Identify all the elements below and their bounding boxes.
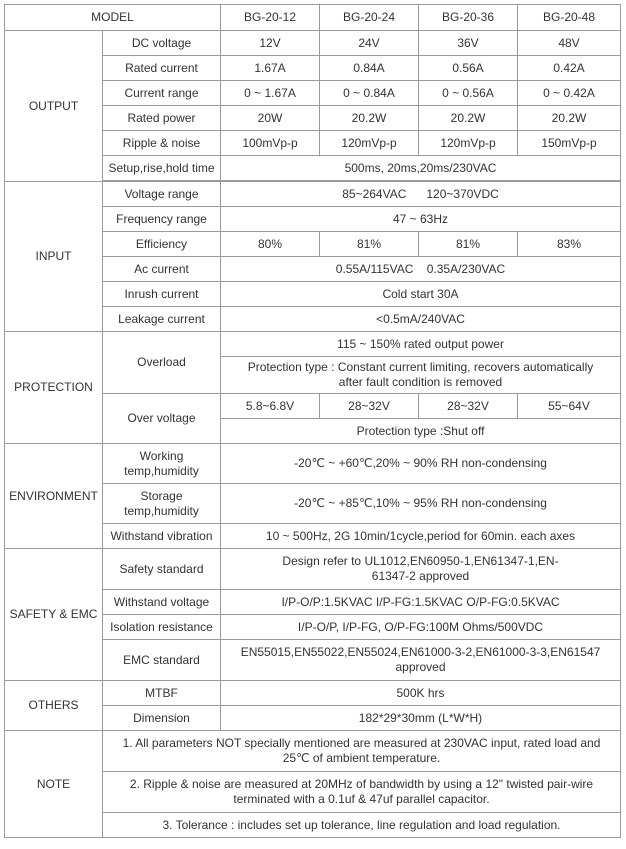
row-label: Withstand vibration [103,524,221,549]
cell-value: I/P-O/P:1.5KVAC I/P-FG:1.5KVAC O/P-FG:0.5KVAC [221,590,621,615]
category-note: NOTE [5,731,103,838]
row-label: Rated power [103,106,221,131]
cell-value: 0.56A [419,56,518,81]
label-line: Working [139,448,184,463]
label-line: temp,humidity [124,463,199,478]
cell-value: 0.42A [518,56,621,81]
cell-value: 20.2W [518,106,621,131]
cell-value: Cold start 30A [221,282,621,307]
model-name: BG-20-48 [518,5,621,31]
cell-value: 85~264VAC 120~370VDC [221,182,621,207]
row-label: Current range [103,81,221,106]
cell-value: 24V [320,31,419,56]
cell-value: EN55015,EN55022,EN55024,EN61000-3-2,EN61000-3-3,EN61547 approved [221,640,621,681]
cell-value: -20℃ ~ +85℃,10% ~ 95% RH non-condensing [221,484,621,524]
cell-value: 115 ~ 150% rated output power [221,332,621,357]
row-label: Safety standard [103,549,221,590]
cell-value: 0.84A [320,56,419,81]
cell-value: 20.2W [320,106,419,131]
cell-value: 100mVp-p [221,131,320,156]
cell-value: 0.55A/115VAC 0.35A/230VAC [221,257,621,282]
cell-value: 83% [518,232,621,257]
cell-value: 0 ~ 0.84A [320,81,419,106]
row-label: Setup,rise,hold time [103,156,221,181]
model-name: BG-20-24 [320,5,419,31]
cell-value: -20℃ ~ +60℃,20% ~ 90% RH non-condensing [221,444,621,484]
cell-value: Design refer to UL1012,EN60950-1,EN61347-1,EN-61347-2 approved [221,549,621,590]
cell-value: 81% [320,232,419,257]
cell-value: Protection type : Constant current limiting, recovers automatically after fault condition is removed [221,357,621,394]
row-label: Dimension [103,706,221,731]
cell-value: Protection type :Shut off [221,419,621,444]
cell-value: 47 ~ 63Hz [221,207,621,232]
cell-value: 1.67A [221,56,320,81]
category-safety: SAFETY & EMC [5,549,103,681]
cell-value: 10 ~ 500Hz, 2G 10min/1cycle,period for 60min. each axes [221,524,621,549]
model-name: BG-20-12 [221,5,320,31]
row-label: Rated current [103,56,221,81]
cell-value: I/P-O/P, I/P-FG, O/P-FG:100M Ohms/500VDC [221,615,621,640]
row-label: DC voltage [103,31,221,56]
cell-value: 120mVp-p [419,131,518,156]
cell-value: 0 ~ 1.67A [221,81,320,106]
row-label: Voltage range [103,182,221,207]
row-label [103,444,221,484]
cell-value: 28~32V [419,394,518,419]
protection-overload-range-row [5,332,621,357]
model-name: BG-20-36 [419,5,518,31]
cell-value: 0 ~ 0.56A [419,81,518,106]
note-text: 1. All parameters NOT specially mentioned are measured at 230VAC input, rated load and 25℃ of ambient temperature. [103,731,621,772]
row-label: Frequency range [103,207,221,232]
row-label [103,484,221,524]
output-dc-voltage-row [5,31,621,56]
cell-value: 55~64V [518,394,621,419]
note-row-1 [5,731,621,772]
row-label: Withstand voltage [103,590,221,615]
header-row [5,5,621,31]
cell-value: 28~32V [320,394,419,419]
row-label: Isolation resistance [103,615,221,640]
label-line: Storage [140,488,183,503]
category-protection: PROTECTION [5,332,103,444]
row-label: Over voltage [103,394,221,444]
note-text: 3. Tolerance : includes set up tolerance, line regulation and load regulation. [103,813,621,838]
cell-value: 500ms, 20ms,20ms/230VAC [221,156,621,181]
input-voltage-range-row [5,182,621,207]
category-input: INPUT [5,182,103,332]
cell-value: 20W [221,106,320,131]
cell-value: 500K hrs [221,681,621,706]
spec-table [4,4,621,838]
cell-value: 120mVp-p [320,131,419,156]
cell-value: 12V [221,31,320,56]
cell-value: 48V [518,31,621,56]
row-label: MTBF [103,681,221,706]
model-header: MODEL [5,5,221,31]
cell-value: 182*29*30mm (L*W*H) [221,706,621,731]
row-label: Ac current [103,257,221,282]
row-label: Ripple & noise [103,131,221,156]
others-mtbf-row [5,681,621,706]
cell-value: 81% [419,232,518,257]
note-text: 2. Ripple & noise are measured at 20MHz of bandwidth by using a 12" twisted pair-wire terminated with a 0.1uf & 47uf parallel capacitor. [103,772,621,813]
cell-value: 150mVp-p [518,131,621,156]
category-others: OTHERS [5,681,103,731]
row-label: Efficiency [103,232,221,257]
row-label: EMC standard [103,640,221,681]
cell-value: 0 ~ 0.42A [518,81,621,106]
row-label: Inrush current [103,282,221,307]
safety-standard-row [5,549,621,590]
environment-working-row [5,444,621,484]
cell-value: 5.8~6.8V [221,394,320,419]
category-environment: ENVIRONMENT [5,444,103,549]
cell-value: <0.5mA/240VAC [221,307,621,332]
label-line: temp,humidity [124,503,199,518]
cell-value: 80% [221,232,320,257]
cell-value: 20.2W [419,106,518,131]
cell-value: 36V [419,31,518,56]
category-output: OUTPUT [5,31,103,182]
row-label: Overload [103,332,221,394]
row-label: Leakage current [103,307,221,332]
